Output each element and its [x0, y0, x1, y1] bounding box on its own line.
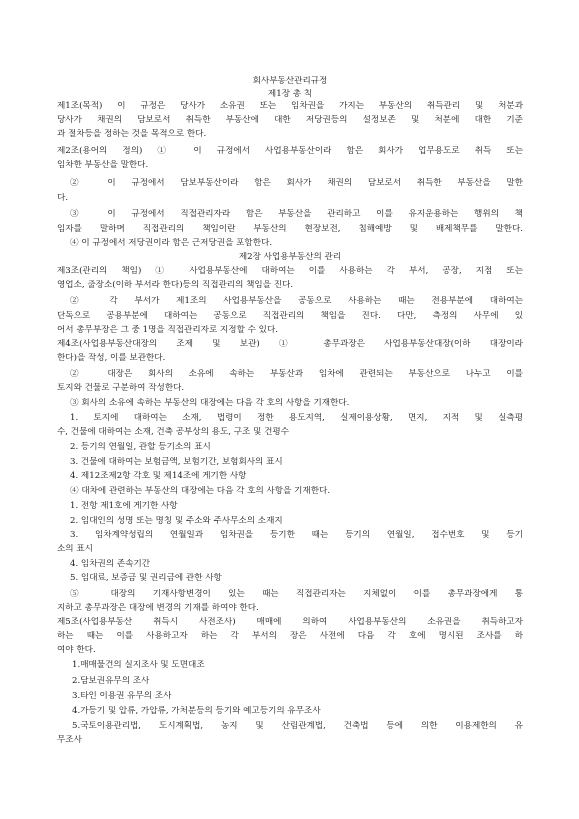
text-line: 2. 임대인의 성명 또는 명칭 및 주소와 주사무소의 소재지: [70, 516, 283, 526]
text-line: 제1조(목적) 이 규정은 당사가 소유권 또는 임차권을 가지는 부동산의 취득관리 및 처분과: [57, 101, 523, 111]
text-line: 소의 표시: [57, 544, 93, 554]
text-line: 임차한 부동산을 말한다.: [57, 160, 149, 170]
text-line: ② 각 부서가 제1조의 사업용부동산을 공동으로 사용하는 때는 전용부분에 대하여는: [70, 296, 523, 306]
text-line: 지하고 총무과장은 대장에 변경의 기재를 하여야 한다.: [57, 603, 259, 613]
text-line: 4. 임차권의 존속기간: [70, 559, 151, 569]
text-line: 토지와 건물로 구분하여 작성한다.: [57, 383, 185, 393]
text-line: 5.국토이용관리법, 도시계획법, 농지 및 산림관계법, 건축법 등에 의한 이용제한의 유: [72, 721, 523, 731]
text-line: 1. 전항 제1호에 게기한 사항: [70, 501, 178, 511]
text-line: 하는 때는 이를 사용하고자 하는 각 부서의 장은 사전에 다음 각 호에 명시된 조사를 하: [57, 631, 523, 641]
text-line: 제3조(관리의 책임) ① 사업용부동산에 대하여는 이를 사용하는 각 부서, 공장, 지점 또는: [57, 266, 523, 276]
text-line: ③ 회사의 소유에 속하는 부동산의 대장에는 다음 각 호의 사항을 기재한다.: [70, 398, 350, 408]
text-line: 수, 건물에 대하여는 소재, 건축 공부상의 용도, 구조 및 건평수: [57, 427, 290, 437]
text-line: 제5조(사업용부동산 취득시 사전조사) 매매에 의하여 사업용부동산의 소유권을 취득하고자: [57, 617, 523, 627]
text-line: 임자를 말하며 직접관리의 책임이란 부동산의 현장보전, 침해예방 및 배제책무를 말한다.: [57, 224, 523, 234]
text-line: ④ 이 규정에서 저당권이라 함은 근저당권을 포함한다.: [70, 238, 273, 248]
text-line: 단독으로 공용부분에 대하여는 공동으로 직접관리의 책임을 진다. 다만, 측정의 사무에 있: [57, 311, 523, 321]
text-line: 제2조(용어의 정의) ① 이 규정에서 사업용부동산이라 함은 회사가 업무용도로 취득 또는: [57, 146, 523, 156]
text-line: 무조사: [57, 735, 82, 745]
text-line: 영업소, 출장소(이하 부서라 한다)등의 직접관리의 책임을 진다.: [57, 280, 294, 290]
text-line: 당사가 채권의 담보로서 취득한 부동산에 대한 저당권등의 설정보존 및 처분에 대한 기준: [57, 115, 523, 125]
text-line: 5. 임대료, 보증금 및 권리금에 관한 사항: [70, 573, 222, 583]
text-line: 어서 총무부장은 그 중 1명을 직접관리자로 지정할 수 있다.: [57, 325, 278, 335]
text-line: 다.: [57, 193, 69, 203]
chapter-heading: 제1장 총 칙: [267, 89, 313, 99]
text-line: 3. 건물에 대하여는 보험금액, 보험기간, 보험회사의 표시: [70, 457, 283, 467]
document-title: 회사부동산관리규정: [252, 76, 328, 86]
text-line: 3. 임차계약성립의 연월일과 임차권을 등기한 때는 등기의 연월일, 접수번호 및 등기: [70, 530, 523, 540]
text-line: 여야 한다.: [57, 645, 96, 655]
text-line: 한다)을 작성, 이를 보관한다.: [57, 353, 166, 363]
text-line: 1. 토지에 대하여는 소재, 법령이 정한 용도지역, 실제이용상황, 면지, 지적 및 실측평: [70, 413, 523, 423]
text-line: 2.담보권유무의 조사: [72, 676, 150, 686]
text-line: ③ 이 규정에서 직접관리자라 함은 부동산을 관리하고 이를 유지운용하는 행위의 책: [70, 209, 523, 219]
text-line: 2. 등기의 연월일, 관할 등기소의 표시: [70, 442, 211, 452]
text-line: 4. 제12조제2항 각호 및 제14조에 게기한 사항: [70, 471, 247, 481]
text-line: 과 절차등을 정하는 것을 목적으로 한다.: [57, 129, 207, 139]
text-line: 1.매매물건의 실지조사 및 도면대조: [72, 660, 205, 670]
text-line: 제4조(사업용부동산대장의 조제 및 보관) ① 총무과장은 사업용부동산대장(이하 대장이라: [57, 339, 523, 349]
text-line: ④ 대차에 관련하는 부동산의 대장에는 다음 각 호의 사항을 기재한다.: [70, 486, 331, 496]
text-line: ② 대장은 회사의 소유에 속하는 부동산과 임차에 관련되는 부동산으로 나누고 이를: [70, 369, 523, 379]
text-line: ② 이 규정에서 담보부동산이라 함은 회사가 채권의 담보로서 취득한 부동산을 말한: [70, 178, 523, 188]
chapter-heading: 제2장 사업용부동산의 관리: [238, 252, 342, 262]
text-line: ⑤ 대장의 기재사항변경이 있는 때는 직접관리자는 지체없이 이를 총무과장에게 통: [70, 589, 523, 599]
text-line: 3.타인 이용권 유무의 조사: [72, 691, 172, 701]
text-line: 4.가등기 및 압류, 가압류, 가처분등의 등기와 예고등기의 유무조사: [72, 706, 321, 716]
